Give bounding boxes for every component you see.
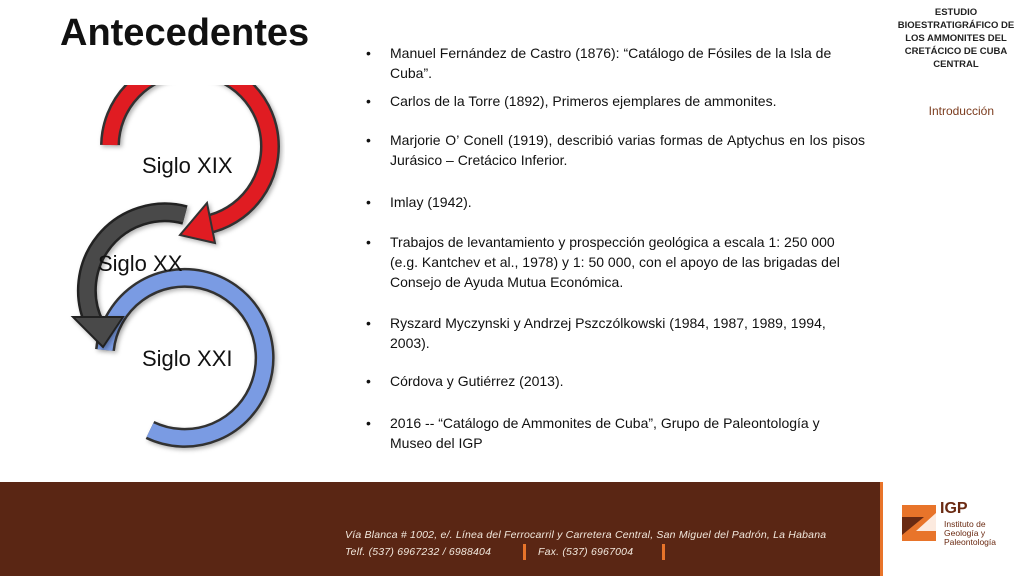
bullet-item xyxy=(360,130,865,170)
bullet-dot: • xyxy=(366,194,371,210)
logo-name: IGP xyxy=(940,500,968,517)
footer-address: Vía Blanca # 1002, e/. Línea del Ferrocarril y Carretera Central, San Miguel del Padrón, La Habana xyxy=(345,529,827,541)
project-title xyxy=(896,6,1016,71)
project-title-line: LOS AMMONITES DEL xyxy=(905,33,1007,44)
bullet-item xyxy=(360,192,865,212)
section-label: Introducción xyxy=(928,104,994,118)
bullet-item xyxy=(360,371,865,391)
bullet-dot: • xyxy=(366,373,371,389)
bullet-text: 2016 -- “Catálogo de Ammonites de Cuba”, Grupo de Paleontología y Museo del IGP xyxy=(390,415,820,451)
footer-separator xyxy=(662,544,665,560)
bullet-dot: • xyxy=(366,234,371,250)
bullet-text: Marjorie O’ Conell (1919), describió varias formas de Aptychus en los pisos Jurásico – Cretácico Inferior. xyxy=(390,132,865,168)
bullet-text: Córdova y Gutiérrez (2013). xyxy=(390,373,564,389)
logo-subtitle: Instituto de Geología y Paleontología xyxy=(944,519,996,547)
bullet-text: Trabajos de levantamiento y prospección geológica a escala 1: 250 000 (e.g. Kantchev et al., 1978) y 1: 50 000, con el apoyo de las brigadas del Consejo de Ayuda Mutua Económica. xyxy=(390,234,840,290)
bullet-text: Manuel Fernández de Castro (1876): “Catálogo de Fósiles de la Isla de Cuba”. xyxy=(390,45,832,81)
label-siglo-xxi: Siglo XXI xyxy=(142,346,233,371)
bullet-item xyxy=(360,43,865,83)
bullet-text: Imlay (1942). xyxy=(390,194,472,210)
bullet-item xyxy=(360,91,865,111)
bullet-item xyxy=(360,313,865,353)
bullet-dot: • xyxy=(366,45,371,61)
bullet-dot: • xyxy=(366,93,371,109)
bullet-dot: • xyxy=(366,132,371,148)
bullet-item xyxy=(360,232,860,292)
bullet-dot: • xyxy=(366,415,371,431)
project-title-line: BIOESTRATIGRÁFICO DE xyxy=(897,20,1015,31)
project-title-line: CRETÁCICO DE CUBA xyxy=(904,46,1008,57)
igp-logo-icon xyxy=(902,505,936,541)
label-siglo-xx: Siglo XX xyxy=(98,251,183,276)
bullet-text: Carlos de la Torre (1892), Primeros ejemplares de ammonites. xyxy=(390,93,777,109)
project-title-line: ESTUDIO xyxy=(934,7,978,18)
page-title: Antecedentes xyxy=(60,12,310,54)
footer-separator xyxy=(523,544,526,560)
label-siglo-xix: Siglo XIX xyxy=(142,153,233,178)
bullet-text: Ryszard Myczynski y Andrzej Pszczólkowski (1984, 1987, 1989, 1994, 2003). xyxy=(390,315,826,351)
logo-accent-bar xyxy=(880,482,883,576)
project-title-line: CENTRAL xyxy=(933,59,979,70)
footer-phone: Telf. (537) 6967232 / 6988404 xyxy=(345,546,492,558)
bullet-dot: • xyxy=(366,315,371,331)
footer-fax: Fax. (537) 6967004 xyxy=(538,546,634,558)
bullet-item xyxy=(360,413,865,453)
